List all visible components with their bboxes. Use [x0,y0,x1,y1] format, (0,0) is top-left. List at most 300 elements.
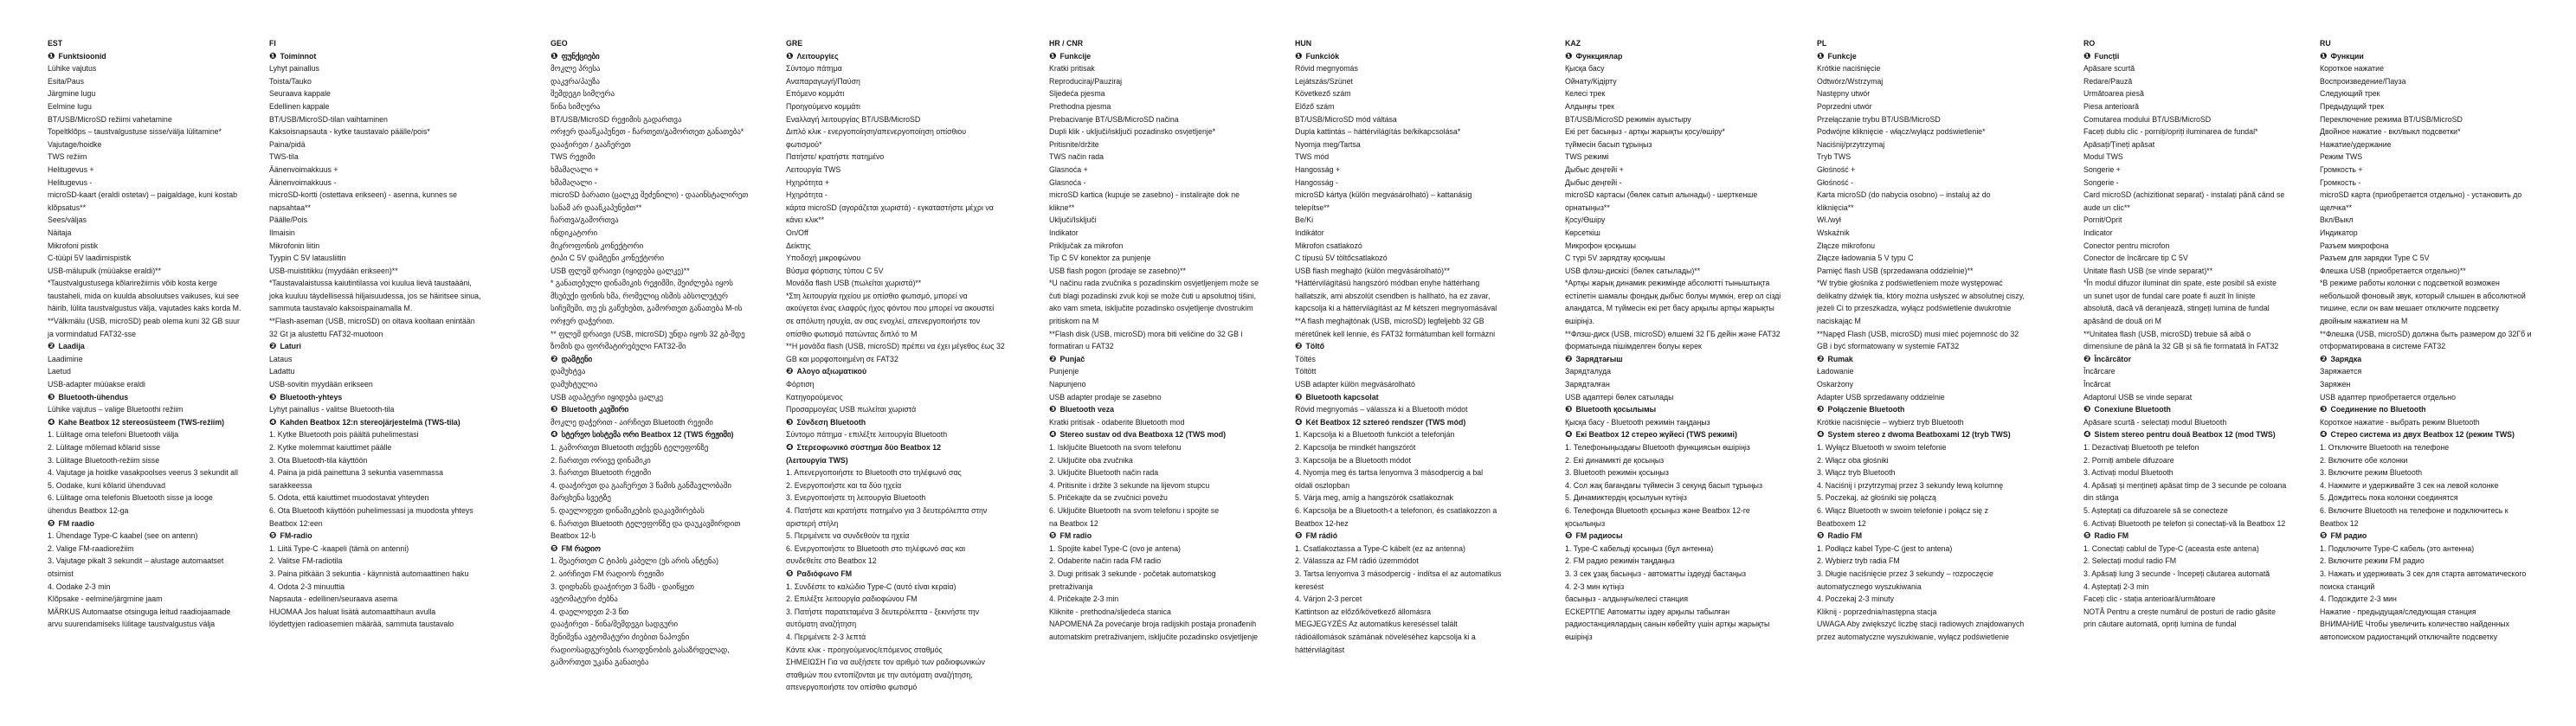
text-line: Apăsați/Țineți apăsat [2083,139,2155,149]
section-number-icon: ❷ [551,354,558,364]
section-heading [2083,50,2286,63]
section-heading [786,454,1005,467]
text-line: TWS režiim [48,152,87,162]
section-heading [1817,428,2025,441]
text-line: σε απόλυτη ησυχία, αν σας ενοχλεί, απενεργοποιήστε τον [786,317,981,326]
section-number-icon: ❷ [48,342,55,352]
section-number-icon: ❸ [1049,405,1057,415]
text-line: Κατηγορούμενος [786,392,843,402]
section-title: Stereo sustav od dva Beatboxa 12 (TWS mod) [1059,430,1227,440]
section-number-icon: ❶ [551,51,558,61]
text-line: Modul TWS [2083,152,2123,162]
text-line: 2. Odaberite način rada FM radio [1049,556,1162,566]
section-heading [1295,50,1501,63]
text-line: 2. Válassza az FM rádió üzemmódot [1295,556,1419,566]
text-line: **Η μονάδα flash (USB, microSD) πρέπει να έχει μέγεθος έως 32 [786,342,1005,351]
text-line: **A flash meghajtónak (USB, microSD) legfeljebb 32 GB [1295,317,1484,326]
text-line: **Napęd Flash (USB, microSD) musi mieć pojemność do 32 [1817,329,2019,338]
section-title: Σύνδεση Bluetooth [796,417,866,427]
text-line: 3. Ota Bluetooth-tila käyttöön [269,455,368,465]
text-line: Kliknij - poprzednia/następna stacja [1817,607,1937,616]
text-line: 6. Ενεργοποιήστε το Bluetooth στο τηλέφωνό σας και [786,543,966,553]
section-title: Αλογο αξιωματικού [796,367,867,376]
text-line: USB adapter prodaje se zasebno [1049,392,1162,402]
section-title: Punjač [1059,354,1085,363]
text-line: Beatbox 12 [2320,518,2359,528]
text-line: Krótkie naciśnięcie [1817,64,1881,74]
text-line: Faceți clic - stația anterioară/următoare [2083,594,2216,604]
text-line: 2. Kytke molemmat kaiuttimet päälle [269,443,392,452]
text-line: 3. დიდხანს დააჭირეთ 3 წამს - დაიწყეთ [551,581,694,591]
text-line: Następny utwór [1817,89,1871,99]
text-line: 2. Uključite oba zvučnika [1049,455,1133,465]
text-line: Faceți dublu clic - porniți/opriți iluminarea de fundal* [2083,127,2258,137]
text-line: Ηχηρότητα + [786,177,830,187]
text-line: Priključak za mikrofon [1049,241,1124,250]
text-line: 3. Dugi pritisak 3 sekunde - početak automatskog [1049,569,1216,578]
section-number-icon: ❺ [1565,531,1573,542]
text-line: Қысқа басу - Bluetooth режимін таңдаңыз [1565,417,1710,427]
text-line: Келесі трек [1565,89,1606,99]
section-heading [1565,403,1781,416]
text-line: түймесін басып тұрыңыз [1565,139,1652,149]
section-title: Зарядтағыш [1575,354,1623,363]
text-line: 3. ჩართეთ Bluetooth რეჟიმი [551,468,652,478]
text-line: 3. Apăsați lung 3 secunde - începeți căutarea automată [2083,569,2270,578]
text-line: 4. Сол жақ бағандағы түймесін 3 секунд басып тұрыңыз [1565,480,1763,490]
section-title: FM радиосы [1575,531,1623,541]
text-line: USB-muistitikku (myydään erikseen)** [269,266,398,275]
text-line: Tryb TWS [1817,152,1852,162]
text-line: Hangosság + [1295,164,1341,174]
text-line: sarakkeessa [269,480,312,490]
text-line: Tyypin C 5V latausliitin [269,254,346,263]
text-line: Napsauta - edellinen/seuraava asema [269,594,398,604]
text-line: Pritisnite/držite [1049,139,1099,149]
section-heading [786,365,1005,378]
text-line: Esita/Paus [48,76,85,86]
text-line: 2. Kapcsolja be mindkét hangszórót [1295,443,1416,452]
section-title: Toiminnot [280,51,317,61]
text-line: Kliknite - prethodna/sljedeća stanica [1049,607,1171,616]
section-title: FM radio [1059,531,1092,541]
text-line: Laetud [48,367,71,376]
text-line: arvu suurendamiseks lülitage taustvalgustus välja [48,620,216,629]
text-line: pritiskom na M [1049,317,1099,326]
text-line: Πατήστε/ κρατήστε πατημένο [786,152,885,162]
text-line: 5. Așteptați ca difuzoarele să se conecteze [2083,505,2228,515]
text-line: **Välkmälu (USB, microSD) peab olema kuni 32 GB suur [48,317,240,326]
text-line: 6. Uključite Bluetooth na svom telefonu i spojite se [1049,505,1220,515]
text-line: Sljedeća pjesma [1049,89,1105,99]
text-line: Be/Ki [1295,215,1314,225]
text-line: ВНИМАНИЕ Чтобы увеличить количество найденных [2320,620,2510,629]
text-line: microSD картасы (бөлек сатып алынады) - шерткенше [1565,190,1758,200]
text-line: háttérvilágítást [1295,645,1345,654]
language-column-pl [1817,37,2025,644]
text-line: өшіріңіз. [1565,317,1595,326]
text-line: 1. Spojite kabel Type-C (ovo je antena) [1049,543,1181,553]
text-line: Conector pentru microfon [2083,241,2170,250]
text-line: 3. Lülitage Bluetooth-režiim sisse [48,455,160,465]
text-line: napsahtaa** [269,202,311,212]
text-line: 4. Nyomja meg és tartsa lenyomva 3 másodpercig a bal [1295,468,1484,478]
section-title: FM rádió [1305,531,1338,541]
text-line: ზომის და ფორმატირებული FAT32-ში [551,342,686,351]
language-code: RO [2083,39,2096,48]
section-number-icon: ❹ [269,417,277,427]
text-line: Glasnoća - [1049,177,1086,187]
section-number-icon: ❸ [48,392,55,402]
text-line: USB-adapter müüakse eraldi [48,380,145,389]
text-line: Beatboxem 12 [1817,518,1866,528]
section-number-icon: ❹ [1049,430,1057,440]
text-line: ჩართვა/გამორთვა [551,215,619,225]
text-line: 1. Kapcsolja ki a Bluetooth funkciót a telefonján [1295,430,1455,440]
language-column-gre [786,37,1005,694]
text-line: BT/USB/MicroSD რეჟიმის გადართვა [551,114,682,124]
text-line: Көрсеткіш [1565,228,1600,237]
text-line: Нажатие/удержание [2320,139,2392,149]
text-line: aude un clic** [2083,202,2130,212]
text-line: მოკლე დაჭერით - აირჩიეთ Bluetooth რეჟიმი [551,417,713,427]
section-heading [551,50,748,63]
text-line: ako vam smeta, isključite pozadinsko osvjetljenje dvostrukim [1049,304,1253,313]
section-heading [1565,428,1781,441]
section-title: Töltő [1305,342,1324,351]
section-heading [2083,428,2286,441]
section-heading [1565,530,1781,543]
text-line: წინა სიმღერა [551,101,601,111]
section-title: Bluetooth-yhteys [280,392,343,402]
language-column-fi [269,37,481,631]
text-line: Punjenje [1049,367,1079,376]
section-number-icon: ❺ [269,531,277,542]
text-line: GB και μορφοποιημένη σε FAT32 [786,354,898,363]
text-line: telepítse** [1295,202,1330,212]
section-number-icon: ❸ [786,417,794,427]
text-line: *Артқы жарық динамик режимінде абсолютті тыныштықта [1565,279,1770,288]
text-line: Επόμενο κομμάτι [786,89,845,99]
text-line: Короткое нажатие [2320,64,2384,74]
text-line: MEGJEGYZÉS Az automatikus kereséssel talált [1295,620,1458,629]
text-line: қосылыңыз [1565,518,1606,528]
text-line: 3. Нажать и удерживать 3 сек для старта автоматического [2320,569,2527,578]
text-line: Lühike vajutus – valige Bluetoothi režiim [48,405,184,414]
section-heading [1817,530,2025,543]
section-heading [551,353,748,366]
section-title: Laadija [58,342,85,351]
text-line: απενεργοποιήστε τον οπίσθιο φωτισμό [786,683,918,692]
text-line: dimensiune de până la 32 GB și să fie formatată în FAT32 [2083,342,2279,351]
text-line: Вкл/Выкл [2320,215,2354,225]
text-line: κάρτα microSD (αγοράζεται χωριστά) - εγκαταστήστε μέχρι να [786,202,994,212]
text-line: Громкость - [2320,177,2361,187]
text-line: Krótkie naciśnięcie – wybierz tryb Bluetooth [1817,417,1964,427]
text-line: C típusú 5V töltőcsatlakozó [1295,254,1388,263]
text-line: 6. Телефонда Bluetooth қосыңыз және Beatbox 12-ге [1565,505,1750,515]
section-title: Λειτουργίες [796,51,839,61]
text-line: TWS-tila [269,152,299,162]
text-line: 4. Pričekajte 2-3 min [1049,594,1119,604]
text-line: Ilmaisin [269,228,295,237]
text-line: *U načinu rada zvučnika s pozadinskim osvjetljenjem može se [1049,279,1259,288]
text-line: Mikrofonin liitin [269,241,320,250]
text-line: 3. Kapcsolja be a Bluetooth módot [1295,455,1411,465]
section-title: Radio FM [1827,531,1863,541]
text-line: 1. Conectați cablul de Type-C (aceasta este antena) [2083,543,2259,553]
section-number-icon: ❷ [1565,354,1573,364]
language-column-geo [551,37,748,669]
section-title: FM радио [2330,531,2367,541]
section-heading [269,50,481,63]
text-line: 1. Csatlakoztassa a Type-C kábelt (ez az antenna) [1295,543,1465,553]
text-line: Дыбыс деңгейі - [1565,177,1622,187]
text-line: Wł./wył [1817,215,1841,225]
section-number-icon: ❹ [2083,430,2091,440]
text-line: Helitugevus - [48,177,93,187]
text-line: Klõpsake - eelmine/järgmine jaam [48,594,163,604]
language-column-hrcnr [1049,37,1259,644]
text-line: Wskaźnik [1817,228,1850,237]
text-line: Pamięć flash USB (sprzedawana oddzielnie)** [1817,266,1974,275]
text-line: Näitaja [48,228,72,237]
section-number-icon: ❺ [2320,531,2328,542]
text-line: Głośność + [1817,164,1856,174]
text-line: NOTĂ Pentru a crește numărul de posturi de radio găsite [2083,607,2276,616]
text-line: 4. Pritisnite i držite 3 sekunde na lijevom stupcu [1049,480,1210,490]
section-title: Laturi [280,342,301,351]
text-line: 6. ჩართეთ Bluetooth ტელეფონზე და დაუკავშირდით [551,518,741,528]
text-line: Флешка USB (приобретается отдельно)** [2320,266,2466,275]
text-line: USB flash meghajtó (külön megvásárolható)** [1295,266,1450,275]
text-line: შენიშვნა ავტომატური ძიებით ნაპოვნი [551,632,690,641]
text-line: Заряжен [2320,380,2351,389]
text-line: Σύντομο πάτημα [786,64,842,74]
text-line: Ойнату/Кідірту [1565,76,1617,86]
text-line: басыңыз - алдыңғы/келесі станция [1565,594,1688,604]
text-line: Card microSD (achizitionat separat) - instalați până când se [2083,190,2285,200]
section-title: Στερεοφωνικό σύστημα δύο Beatbox 12 [796,443,942,452]
section-heading [1049,353,1259,366]
text-line: Podwójne kliknięcie - włącz/wyłącz podświetlenie* [1817,127,1986,137]
text-line: სანამ არ დააწკაპუნებთ** [551,202,642,212]
text-line: Pornit/Oprit [2083,215,2122,225]
text-line: ორჯერ დაჭერით. [551,317,615,326]
text-line: Songerie + [2083,164,2121,174]
text-line: 2. Porniți ambele difuzoare [2083,455,2174,465]
section-number-icon: ❺ [48,518,55,529]
text-line: Rövid megnyomás – válassza ki a Bluetooth módot [1295,405,1468,414]
text-line: din stânga [2083,493,2119,503]
text-line: microSD kartica (kupuje se zasebno) - instalirajte dok ne [1049,190,1240,200]
text-line: Φόρτιση [786,380,815,389]
text-line: rádióállomások számának növeléséhez kapcsolja ki a [1295,632,1476,641]
text-line: Napunjeno [1049,380,1086,389]
text-line: Екі рет басыңыз - артқы жарықты қосу/өшіру* [1565,127,1725,137]
text-line: Λειτουργία TWS [786,164,841,174]
section-heading [2320,428,2532,441]
text-line: Reproduciraj/Pauziraj [1049,76,1123,86]
text-line: автопоиском радиостанций отключайте подсветку [2320,632,2498,641]
text-line: өшіріңіз [1565,632,1593,641]
text-line: ინდიკატორი [551,228,598,237]
section-number-icon: ❶ [2083,51,2091,61]
text-line: Μονάδα flash USB (πωλείται χωριστά)** [786,279,922,288]
text-line: отформатирована в системе FAT32 [2320,342,2446,351]
section-number-icon: ❶ [1295,51,1303,61]
section-title: Зарядка [2330,354,2362,363]
section-title: დამტენი [561,354,593,363]
text-line: Indicator [2083,228,2113,237]
text-line: 3. Activați modul Bluetooth [2083,468,2174,478]
section-number-icon: ❹ [1565,430,1573,440]
text-line: 2. FM радио режимін таңдаңыз [1565,556,1675,566]
text-line: Δείκτης [786,241,811,250]
text-line: Toista/Tauko [269,76,312,86]
text-line: Beatbox 12-ს [551,531,596,541]
text-line: დაკვრა/პაუზა [551,76,600,86]
section-title: Funkcje [1827,51,1857,61]
text-line: Заряжается [2320,367,2362,376]
section-heading [2083,403,2286,416]
section-heading [1049,403,1259,416]
text-line: **Флешка (USB, microSD) должна быть размером до 32Гб и [2320,329,2532,338]
text-line: Алдыңғы трек [1565,101,1614,111]
section-heading [269,391,481,404]
text-line: Қысқа басу [1565,64,1605,74]
text-line: Încărcat [2083,380,2111,389]
text-line: Предыдущий трек [2320,101,2385,111]
text-line: 5. Várja meg, amíg a hangszórók csatlakoznak [1295,493,1453,503]
section-number-icon: ❷ [1049,354,1057,364]
text-line: алаңдатса, M түймесін екі рет басу арқылы артқы жарықты [1565,304,1774,313]
text-line: Apăsare scurtă - selectați modul Bluetooth [2083,417,2227,427]
text-line: 4. Πατήστε και κρατήστε πατημένο για 3 δευτερόλεπτα στην [786,505,988,515]
text-line: დამუხტვა [551,367,586,376]
text-line: 2. აირჩიეთ FM რადიოს რეჟიმი [551,569,664,578]
text-line: 4. Poczekaj 2-3 minuty [1817,594,1894,604]
section-number-icon: ❹ [1295,417,1303,427]
text-line: Зарядталған [1565,380,1610,389]
section-heading [48,50,241,63]
text-line: 4. Paina ja pidä painettuna 3 sekuntia vasemmassa [269,468,443,478]
text-line: მიკროფონის კონექტორი [551,241,644,250]
section-number-icon: ❷ [269,342,277,352]
section-heading [2320,50,2532,63]
text-line: klõpsatus** [48,202,87,212]
section-title: Funktsioonid [58,51,106,61]
text-line: орнатыңыз** [1565,202,1610,212]
text-line: Προηγούμενο κομμάτι [786,101,860,111]
text-line: κάνει κλικ** [786,215,825,225]
text-line: συνδεθείτε στο Beatbox 12 [786,556,877,566]
text-line: Beatbox 12:een [269,518,323,528]
text-line: Lejátszás/Szünet [1295,76,1353,86]
language-column-hun [1295,37,1501,656]
text-line: naciskając M [1817,317,1861,326]
text-line: microSD-kortti (ostettava erikseen) - asenna, kunnes se [269,190,458,200]
text-line: 4. Vajutage ja hoidke vasakpoolses veerus 3 sekundit all [48,468,238,478]
text-line: keresést [1295,581,1324,591]
text-line: Äänenvoimakkuus + [269,164,338,174]
text-line: Következő szám [1295,89,1351,99]
text-line: Βύσμα φόρτισης τύπου C 5V [786,266,884,275]
text-line: na Beatbox 12 [1049,518,1098,528]
text-line: Ηχηρότητα - [786,190,828,200]
section-heading [48,416,241,429]
section-number-icon: ❹ [551,430,558,440]
text-line: 4. Várjon 2-3 percet [1295,594,1362,604]
section-title: Radio FM [2094,531,2129,541]
section-number-icon: ❶ [1817,51,1825,61]
language-column-kaz [1565,37,1781,644]
text-line: Hangosság - [1295,177,1338,187]
text-line: GB i być sformatowany w systemie FAT32 [1817,342,1960,351]
section-number-icon: ❺ [551,543,558,554]
section-title: Rumak [1827,354,1853,363]
language-code: HR / CNR [1049,39,1084,48]
text-line: რადიოსადგურების რაოდენობის გასაზრდელად, [551,645,730,654]
text-line: Comutarea modului BT/USB/MicroSD [2083,114,2212,124]
text-line: Uključi/Isključi [1049,215,1097,225]
text-line: TWS режимі [1565,152,1609,162]
text-line: Adapter USB sprzedawany oddzielnie [1817,392,1945,402]
section-title: (λειτουργία TWS) [786,455,848,465]
text-line: ακούγεται ένας ελαφρύς ήχος φόντου που μπορεί να ακουστεί [786,304,995,313]
text-line: Sees/väljas [48,215,87,225]
text-line: 5. Дождитесь пока колонки соединятся [2320,493,2458,503]
section-number-icon: ❹ [1817,430,1825,440]
section-title: Két Beatbox 12 sztereó rendszer (TWS mód) [1305,417,1466,427]
text-line: დააჭირეთ / გააჩერეთ [551,139,631,149]
section-title: Sistem stereo pentru două Beatbox 12 (mod TWS) [2094,430,2276,440]
section-number-icon: ❸ [1295,392,1303,402]
text-line: 5. Oodake, kuni kõlarid ühenduvad [48,480,165,490]
text-line: microSD kártya (külön megvásárolható) – kattanásig [1295,190,1472,200]
text-line: ხმამაღალი - [551,177,597,187]
section-number-icon: ❷ [786,367,794,377]
text-line: Încărcare [2083,367,2116,376]
text-line: Töltött [1295,367,1317,376]
text-line: Дыбыс деңгейі + [1565,164,1624,174]
section-heading [1817,353,2025,366]
text-line: 1. Подключите Type-C кабель (это антенна) [2320,543,2475,553]
text-line: BT/USB/MicroSD-tilan vaihtaminen [269,114,388,124]
text-line: *Στη λειτουργία ηχείου με οπίσθιο φωτισμό, μπορεί να [786,291,968,300]
text-line: Σύντομο πάτημα - επιλέξτε λειτουργία Bluetooth [786,430,948,440]
language-code: RU [2320,39,2331,48]
text-line: Разъем микрофона [2320,241,2389,250]
text-line: 6. Ota Bluetooth käyttöön puhelimessasi ja muodosta yhteys [269,505,473,515]
text-line: 4. Apăsați și mențineți apăsat timp de 3 secunde pe coloana [2083,480,2287,490]
text-line: естілетін шамалы фондық дыбыс болуы мүмкін, егер ол сізді [1565,291,1781,300]
text-line: მარცხენა სვეტზე [551,493,611,503]
text-line: **Флэш-диск (USB, microSD) өлшемі 32 ГБ дейін және FAT32 [1565,329,1781,338]
text-line: Głośność - [1817,177,1854,187]
section-title: Funcții [2094,51,2120,61]
text-line: поиска станций [2320,581,2375,591]
text-line: 4. Подождите 2-3 мин [2320,594,2397,604]
language-column-ru [2320,37,2532,644]
section-heading [786,416,1005,429]
text-line: Redare/Pauză [2083,76,2133,86]
section-heading [1295,416,1501,429]
text-line: UWAGA Aby zwiększyć liczbę stacji radiowych znajdowanych [1817,620,2025,629]
text-line: 2. Lülitage mõlemad kõlarid sisse [48,443,161,452]
text-line: On/Off [786,228,808,237]
text-line: Қосу/Өшіру [1565,215,1606,225]
